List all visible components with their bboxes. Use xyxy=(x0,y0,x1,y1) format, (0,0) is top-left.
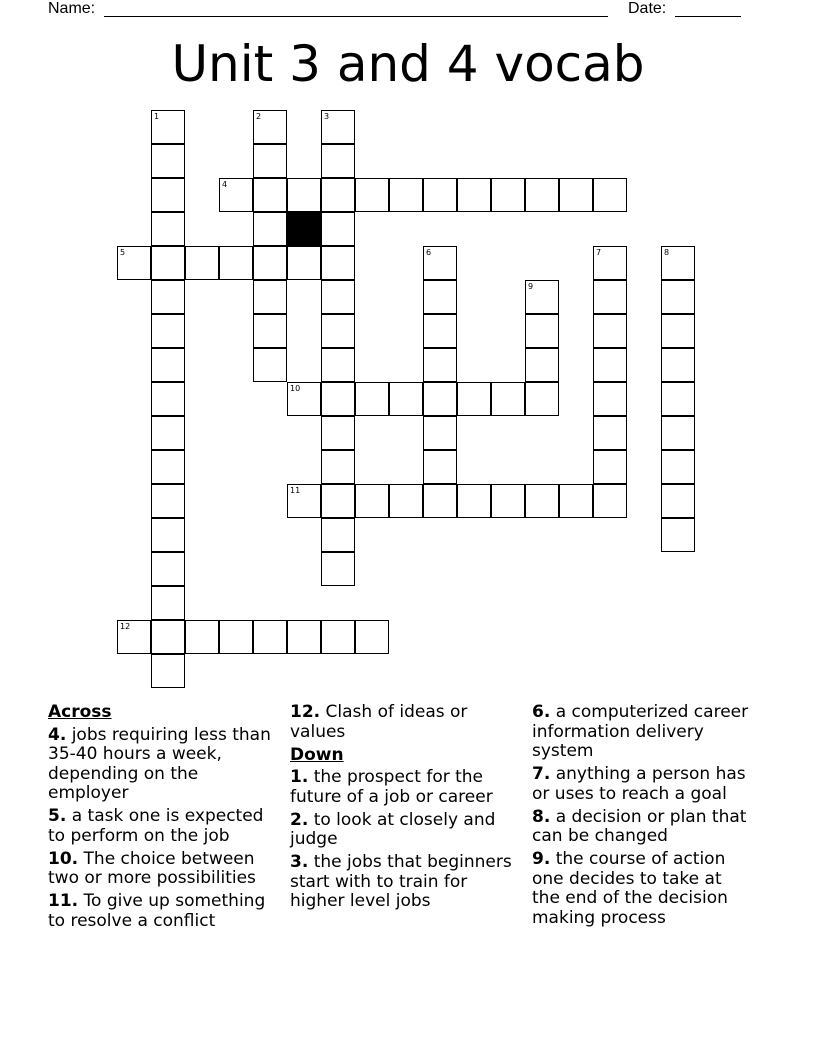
clue-number: 10 xyxy=(290,384,301,393)
grid-cell[interactable] xyxy=(253,178,287,212)
grid-cell[interactable] xyxy=(355,178,389,212)
grid-cell[interactable] xyxy=(321,178,355,212)
name-label: Name: xyxy=(48,0,96,17)
grid-cell[interactable] xyxy=(661,314,695,348)
grid-cell[interactable] xyxy=(321,348,355,382)
clue-number: 11 xyxy=(290,486,301,495)
grid-cell[interactable] xyxy=(151,586,185,620)
grid-cell[interactable] xyxy=(593,416,627,450)
grid-cell[interactable] xyxy=(661,382,695,416)
grid-cell[interactable] xyxy=(355,484,389,518)
grid-cell[interactable] xyxy=(593,348,627,382)
grid-cell[interactable] xyxy=(661,246,695,280)
clue-number: 12 xyxy=(120,622,131,631)
clue-column-2 xyxy=(290,703,526,915)
grid-cell[interactable] xyxy=(185,620,219,654)
grid-cell[interactable] xyxy=(593,484,627,518)
clue-down-1: 1. the prospect for the future of a job or career xyxy=(290,767,493,807)
grid-cell[interactable] xyxy=(423,416,457,450)
grid-cell[interactable] xyxy=(151,246,185,280)
grid-cell[interactable] xyxy=(287,484,321,518)
grid-cell[interactable] xyxy=(321,552,355,586)
grid-cell[interactable] xyxy=(151,178,185,212)
grid-cell[interactable] xyxy=(423,280,457,314)
grid-cell[interactable] xyxy=(287,382,321,416)
clue-number: 5 xyxy=(120,248,126,257)
grid-cell[interactable] xyxy=(253,280,287,314)
grid-cell[interactable] xyxy=(151,654,185,688)
grid-cell[interactable] xyxy=(525,280,559,314)
grid-cell[interactable] xyxy=(525,484,559,518)
grid-cell[interactable] xyxy=(321,484,355,518)
grid-cell[interactable] xyxy=(321,416,355,450)
grid-cell[interactable] xyxy=(151,620,185,654)
grid-cell[interactable] xyxy=(253,314,287,348)
grid-cell[interactable] xyxy=(151,416,185,450)
grid-cell[interactable] xyxy=(219,620,253,654)
grid-cell[interactable] xyxy=(423,450,457,484)
grid-cell[interactable] xyxy=(253,144,287,178)
clue-number: 8 xyxy=(664,248,670,257)
grid-cell[interactable] xyxy=(525,348,559,382)
grid-cell[interactable] xyxy=(321,144,355,178)
grid-cell[interactable] xyxy=(287,178,321,212)
grid-cell[interactable] xyxy=(593,246,627,280)
grid-cell[interactable] xyxy=(491,178,525,212)
grid-cell[interactable] xyxy=(287,246,321,280)
down-heading: Down xyxy=(290,744,344,765)
grid-cell[interactable] xyxy=(151,212,185,246)
grid-cell[interactable] xyxy=(661,484,695,518)
grid-cell[interactable] xyxy=(117,620,151,654)
grid-cell[interactable] xyxy=(457,484,491,518)
grid-cell[interactable] xyxy=(151,110,185,144)
grid-cell[interactable] xyxy=(151,382,185,416)
grid-cell[interactable] xyxy=(593,178,627,212)
grid-cell[interactable] xyxy=(525,382,559,416)
grid-cell[interactable] xyxy=(321,382,355,416)
grid-cell[interactable] xyxy=(321,212,355,246)
grid-cell[interactable] xyxy=(423,314,457,348)
grid-cell[interactable] xyxy=(661,450,695,484)
grid-cell[interactable] xyxy=(321,620,355,654)
clue-across-11: 11. To give up something to resolve a conflict xyxy=(48,891,266,931)
clue-down-2: 2. to look at closely and judge xyxy=(290,809,496,849)
grid-cell[interactable] xyxy=(593,382,627,416)
grid-cell[interactable] xyxy=(219,178,253,212)
clue-number: 9 xyxy=(528,282,534,291)
clue-number: 6 xyxy=(426,248,432,257)
grid-cell[interactable] xyxy=(423,178,457,212)
clue-number: 3 xyxy=(324,112,330,121)
grid-cell[interactable] xyxy=(355,382,389,416)
grid-cell[interactable] xyxy=(151,314,185,348)
grid-cell[interactable] xyxy=(661,348,695,382)
grid-cell[interactable] xyxy=(389,382,423,416)
grid-cell[interactable] xyxy=(593,314,627,348)
clue-column-3 xyxy=(532,703,752,932)
clue-down-7: 7. anything a person has or uses to reach a goal xyxy=(532,764,746,804)
grid-cell[interactable] xyxy=(661,416,695,450)
grid-cell[interactable] xyxy=(151,280,185,314)
clue-across-10: 10. The choice between two or more possibilities xyxy=(48,848,256,888)
grid-cell[interactable] xyxy=(253,110,287,144)
grid-cell[interactable] xyxy=(423,246,457,280)
clue-down-6: 6. a computerized career information delivery system xyxy=(532,702,749,761)
clue-number: 1 xyxy=(154,112,160,121)
grid-cell[interactable] xyxy=(117,246,151,280)
black-cell xyxy=(287,212,321,246)
grid-cell[interactable] xyxy=(253,246,287,280)
date-label: Date: xyxy=(628,0,667,17)
clue-column-1 xyxy=(48,703,278,935)
grid-cell[interactable] xyxy=(151,518,185,552)
grid-cell[interactable] xyxy=(491,382,525,416)
grid-cell[interactable] xyxy=(525,178,559,212)
grid-cell[interactable] xyxy=(321,246,355,280)
grid-cell[interactable] xyxy=(457,178,491,212)
grid-cell[interactable] xyxy=(151,450,185,484)
clue-number: 7 xyxy=(596,248,602,257)
clue-down-9: 9. the course of action one decides to take at the end of the decision making process xyxy=(532,849,728,928)
grid-cell[interactable] xyxy=(253,620,287,654)
grid-cell[interactable] xyxy=(593,280,627,314)
grid-cell[interactable] xyxy=(321,518,355,552)
grid-cell[interactable] xyxy=(287,620,321,654)
clue-number: 2 xyxy=(256,112,262,121)
grid-cell[interactable] xyxy=(321,280,355,314)
grid-cell[interactable] xyxy=(321,110,355,144)
grid-cell[interactable] xyxy=(559,484,593,518)
grid-cell[interactable] xyxy=(491,484,525,518)
grid-cell[interactable] xyxy=(151,552,185,586)
clue-across-4: 4. jobs requiring less than 35-40 hours a week, depending on the employer xyxy=(48,724,271,803)
grid-cell[interactable] xyxy=(151,348,185,382)
page-title: Unit 3 and 4 vocab xyxy=(171,35,645,93)
grid-cell[interactable] xyxy=(389,484,423,518)
grid-cell[interactable] xyxy=(151,144,185,178)
clue-down-3: 3. the jobs that beginners start with to train for higher level jobs xyxy=(290,852,512,911)
grid-cell[interactable] xyxy=(389,178,423,212)
grid-cell[interactable] xyxy=(321,314,355,348)
grid-cell[interactable] xyxy=(355,620,389,654)
grid-cell[interactable] xyxy=(661,280,695,314)
grid-cell[interactable] xyxy=(593,450,627,484)
clue-across-5: 5. a task one is expected to perform on the job xyxy=(48,806,264,846)
grid-cell[interactable] xyxy=(219,246,253,280)
clue-across-12: 12. Clash of ideas or values xyxy=(290,702,468,742)
grid-cell[interactable] xyxy=(423,484,457,518)
grid-cell[interactable] xyxy=(423,348,457,382)
grid-cell[interactable] xyxy=(559,178,593,212)
across-heading: Across xyxy=(48,702,112,722)
grid-cell[interactable] xyxy=(185,246,219,280)
clue-down-8: 8. a decision or plan that can be changed xyxy=(532,806,747,846)
grid-cell[interactable] xyxy=(525,314,559,348)
clue-number: 4 xyxy=(222,180,228,189)
grid-cell[interactable] xyxy=(253,212,287,246)
grid-cell[interactable] xyxy=(253,348,287,382)
grid-cell[interactable] xyxy=(457,382,491,416)
grid-cell[interactable] xyxy=(423,382,457,416)
grid-cell[interactable] xyxy=(321,450,355,484)
grid-cell[interactable] xyxy=(151,484,185,518)
grid-cell[interactable] xyxy=(661,518,695,552)
